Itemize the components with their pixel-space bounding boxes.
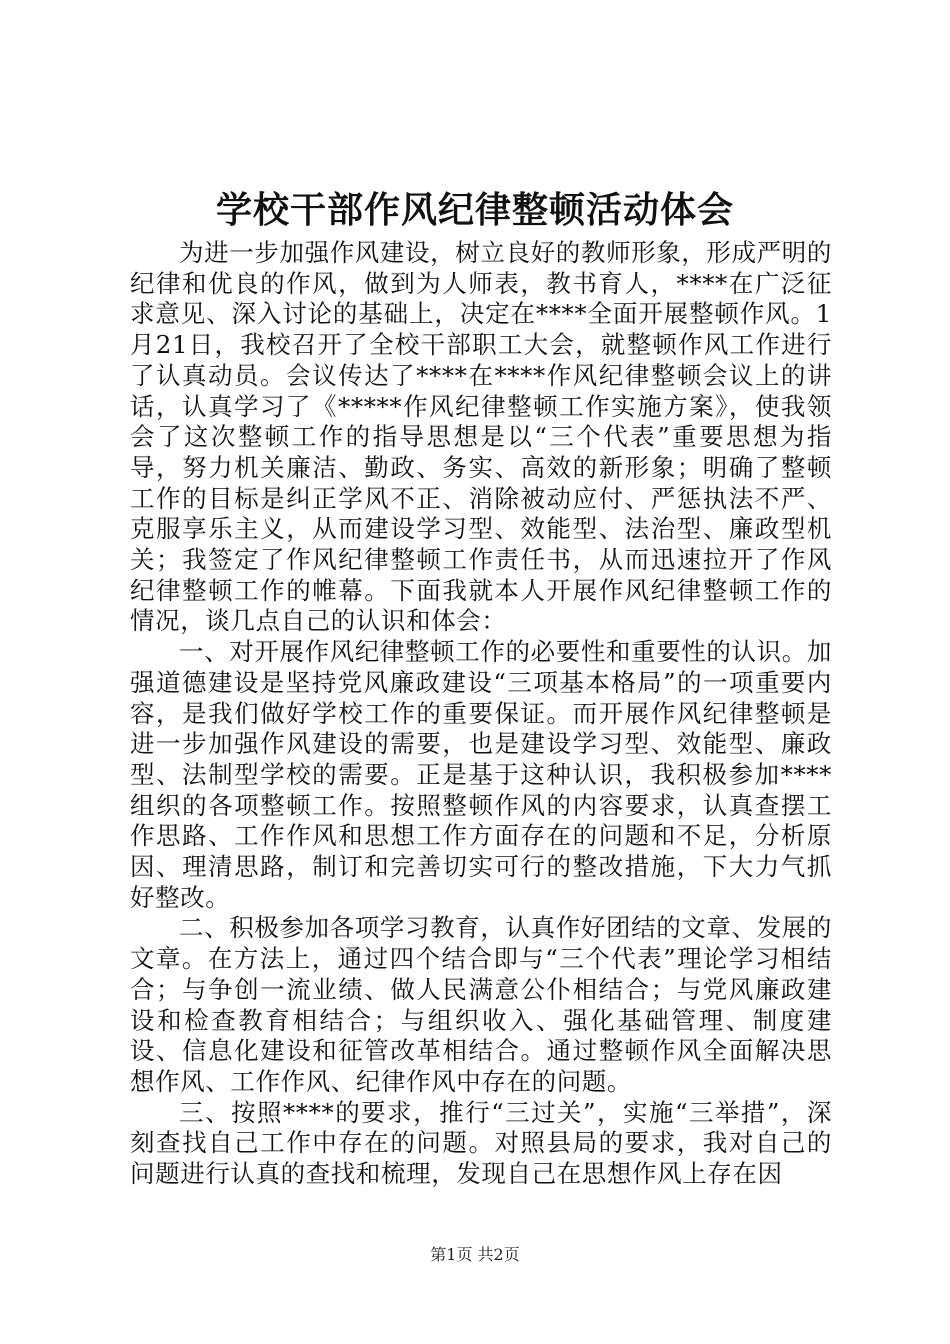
paragraph-intro: 为进一步加强作风建设，树立良好的教师形象，形成严明的纪律和优良的作风，做到为人师表，教书育人，****在广泛征求意见、深入讨论的基础上，决定在****全面开展整顿作风。1月21日，我校召开了全校干部职工大会，就整顿作风工作进行了认真动员。会议传达了****在****作风纪律整顿会议上的讲话，认真学习了《*****作风纪律整顿工作实施方案》，使我领会了这次整顿工作的指导思想是以“三个代表”重要思想为指导，努力机关廉洁、勤政、务实、高效的新形象；明确了整顿工作的目标是纠正学风不正、消除被动应付、严惩执法不严、克服享乐主义，从而建设学习型、效能型、法治型、廉政型机关；我签定了作风纪律整顿工作责任书，从而迅速拉开了作风纪律整顿工作的帷幕。下面我就本人开展作风纪律整顿工作的情况，谈几点自己的认识和体会： — [130, 238, 832, 636]
paragraph-section-1: 一、对开展作风纪律整顿工作的必要性和重要性的认识。加强道德建设是坚持党风廉政建设“三项基本格局”的一项重要内容，是我们做好学校工作的重要保证。而开展作风纪律整顿是进一步加强作风建设的需要，也是建设学习型、效能型、廉政型、法制型学校的需要。正是基于这种认识，我积极参加****组织的各项整顿工作。按照整顿作风的内容要求，认真查摆工作思路、工作作风和思想工作方面存在的问题和不足，分析原因、理清思路，制订和完善切实可行的整改措施，下大力气抓好整改。 — [130, 637, 832, 912]
paragraph-section-2: 二、积极参加各项学习教育，认真作好团结的文章、发展的文章。在方法上，通过四个结合即与“三个代表”理论学习相结合；与争创一流业绩、做人民满意公仆相结合；与党风廉政建设和检查教育相结合；与组织收入、强化基础管理、制度建设、信息化建设和征管改革相结合。通过整顿作风全面解决思想作风、工作作风、纪律作风中存在的问题。 — [130, 913, 832, 1096]
paragraph-section-3: 三、按照****的要求，推行“三过关”，实施“三举措”，深刻查找自己工作中存在的问题。对照县局的要求，我对自己的问题进行认真的查找和梳理，发现自己在思想作风上存在因 — [130, 1097, 832, 1189]
page-number-footer: 第1页 共2页 — [430, 1245, 520, 1264]
document-title: 学校干部作风纪律整顿活动体会 — [215, 189, 734, 231]
document-body — [130, 238, 832, 1190]
